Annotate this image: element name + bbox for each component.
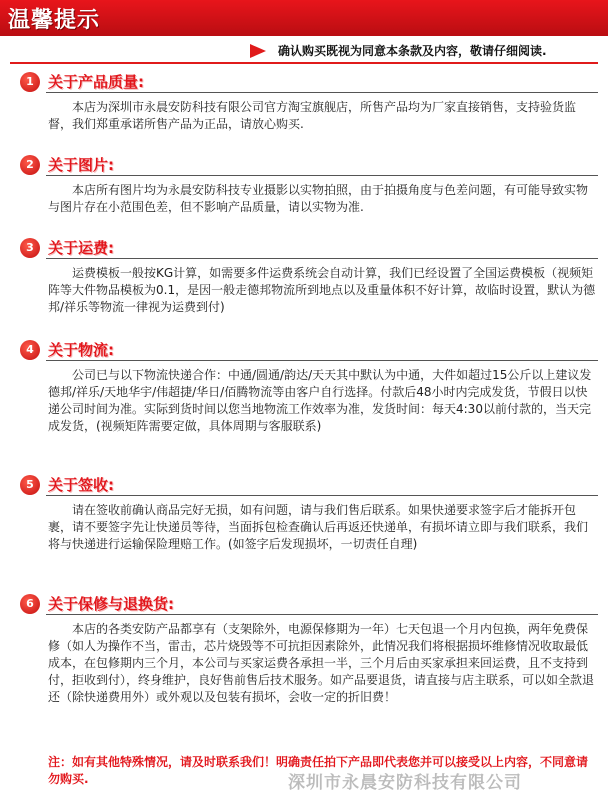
section-body: 本店为深圳市永晨安防科技有限公司官方淘宝旗舰店，所售产品均为厂家直接销售，支持验货监督，我们郑重承诺所售产品为正品，请放心购买. xyxy=(48,100,577,131)
section-body: 请在签收前确认商品完好无损，如有问题，请与我们售后联系。如果快递要求签字后才能拆开包裹，请不要签字先让快递员等待，当面拆包检查确认后再返还快递单，有损坏请立即与我们联系，我们将与快递进行运输保险理赔工作。(如签字后发现损坏，一切责任自理) xyxy=(48,503,589,551)
divider xyxy=(46,614,598,615)
footer-note: 注：如有其他特殊情况，请及时联系我们！明确责任拍下产品即代表您并可以接受以上内容，不同意请勿购买. xyxy=(48,755,589,786)
section-body: 本店的各类安防产品都享有（支架除外，电源保修期为一年）七天包退一个月内包换，两年免费保修（如人为操作不当，雷击，芯片烧毁等不可抗拒因素除外，此情况我们将根据损坏维修情况收取最低成本，在包修期内三个月，本公司与买家运费各承担一半，三个月后由买家承担来回运费，且不支持到付，拒收到付），终身维护，良好售前售后技术服务。如产品要退货，请直接与店主联系，可以如全款退还（除快递费用外）或外观以及包装有损坏，会收一定的折旧费！ xyxy=(48,622,595,704)
number-badge: 3 xyxy=(20,238,40,258)
section-title: 关于运费: xyxy=(48,239,114,257)
number-badge: 5 xyxy=(20,475,40,495)
divider xyxy=(46,360,598,361)
page-title: 温馨提示 xyxy=(8,8,101,33)
header-bar xyxy=(0,0,608,36)
number-badge: 2 xyxy=(20,155,40,175)
section-body: 公司已与以下物流快递合作：中通/圆通/韵达/天天其中默认为中通，大件如超过15公斤以上建议发德邦/祥乐/天地华宇/伟超捷/华日/佰腾物流等由客户自行选择。付款后48小时内完成发货，节假日以快递公司时间为准。实际到货时间以您当地物流工作效率为准，发货时间：每天4:30以前付款的，当天完成发货，(视频矩阵需要定做，具体周期与客服联系) xyxy=(48,368,592,433)
section-body: 本店所有图片均为永晨安防科技专业摄影以实物拍照，由于拍摄角度与色差问题，有可能导致实物与图片存在小范围色差，但不影响产品质量，请以实物为准. xyxy=(48,183,589,214)
watermark: 深圳市永晨安防科技有限公司 xyxy=(288,773,522,793)
divider xyxy=(46,258,598,259)
section-body: 运费模板一般按KG计算，如需要多件运费系统会自动计算，我们已经设置了全国运费模板（视频矩阵等大件物品模板为0.1，是因一般走德邦物流所到地点以及重量体积不好计算，故临时设置，默认为德邦/祥乐等物流一律视为运费到付) xyxy=(48,266,596,314)
number-badge: 4 xyxy=(20,340,40,360)
section-title: 关于签收: xyxy=(48,476,114,494)
notice-text: 确认购买既视为同意本条款及内容，敬请仔细阅读. xyxy=(278,44,547,58)
divider xyxy=(46,495,598,496)
section-title: 关于图片: xyxy=(48,156,114,174)
arrow-right-icon xyxy=(250,44,266,58)
number-badge: 6 xyxy=(20,594,40,614)
section-title: 关于保修与退换货: xyxy=(48,595,174,613)
divider xyxy=(46,175,598,176)
section-title: 关于产品质量: xyxy=(48,73,144,91)
section-title: 关于物流: xyxy=(48,341,114,359)
divider xyxy=(46,92,598,93)
divider xyxy=(10,62,598,64)
number-badge: 1 xyxy=(20,72,40,92)
notice-line xyxy=(0,40,608,62)
